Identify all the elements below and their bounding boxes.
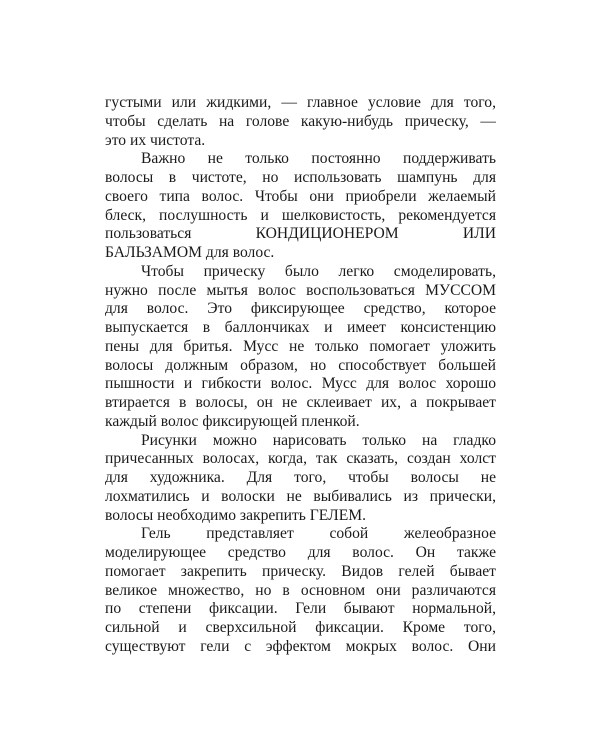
text-line: моделирующее средство для волос. Он также: [105, 544, 496, 561]
text-line: чтобы сделать на голове какую-нибудь прическу, —: [105, 112, 496, 130]
text-line: помогает закрепить прическу. Видов гелей бывает: [105, 562, 496, 580]
text-line: Важно не только постоянно поддерживать: [141, 150, 496, 168]
text-line: волосы должным образом, но способствует большей: [105, 356, 496, 374]
text-line: Рисунки можно нарисовать только на гладко: [141, 431, 496, 449]
text-line: каждый волос фиксирующей пленкой.: [105, 412, 360, 430]
text-line: для волос. Это фиксирующее средство, которое: [105, 300, 496, 318]
text-line: выпускается в баллончиках и имеет консистенцию: [105, 319, 496, 336]
text-line: нужно после мытья волос воспользоваться МУССОМ: [105, 281, 496, 299]
text-line: причесанных волосах, когда, так сказать, создан холст: [105, 450, 496, 468]
body-text: [105, 94, 496, 657]
text-line: густыми или жидкими, — главное условие для того,: [105, 94, 496, 111]
text-line: пышности и гибкости волос. Мусс для волос хорошо: [105, 375, 496, 393]
text-line: это их чистота.: [105, 131, 206, 149]
text-line: великое множество, но в основном они различаются: [105, 581, 496, 599]
text-line: волосы в чистоте, но использовать шампунь для: [105, 169, 496, 186]
text-line: лохматились и волоски не выбивались из прически,: [105, 487, 496, 505]
text-line: существуют гели с эффектом мокрых волос. Они: [105, 637, 496, 655]
text-line: Чтобы прическу было легко смоделировать,: [141, 262, 496, 280]
text-line: пены для бритья. Мусс не только помогает уложить: [105, 337, 496, 355]
text-line: Гель представляет собой желеобразное: [141, 525, 496, 543]
text-line: своего типа волос. Чтобы они приобрели желаемый: [105, 187, 496, 205]
text-line: волосы необходимо закрепить ГЕЛЕМ.: [105, 506, 366, 524]
text-line: для художника. Для того, чтобы волосы не: [105, 469, 496, 486]
text-line: пользоваться КОНДИЦИОНЕРОМ ИЛИ: [105, 225, 496, 243]
text-line: блеск, послушность и шелковистость, рекомендуется: [105, 206, 496, 224]
text-line: сильной и сверхсильной фиксации. Кроме того,: [105, 619, 496, 636]
text-line: БАЛЬЗАМОМ для волос.: [105, 244, 275, 261]
text-line: втирается в волосы, он не склеивает их, а покрывает: [105, 394, 496, 411]
text-line: по степени фиксации. Гели бывают нормальной,: [105, 600, 496, 618]
